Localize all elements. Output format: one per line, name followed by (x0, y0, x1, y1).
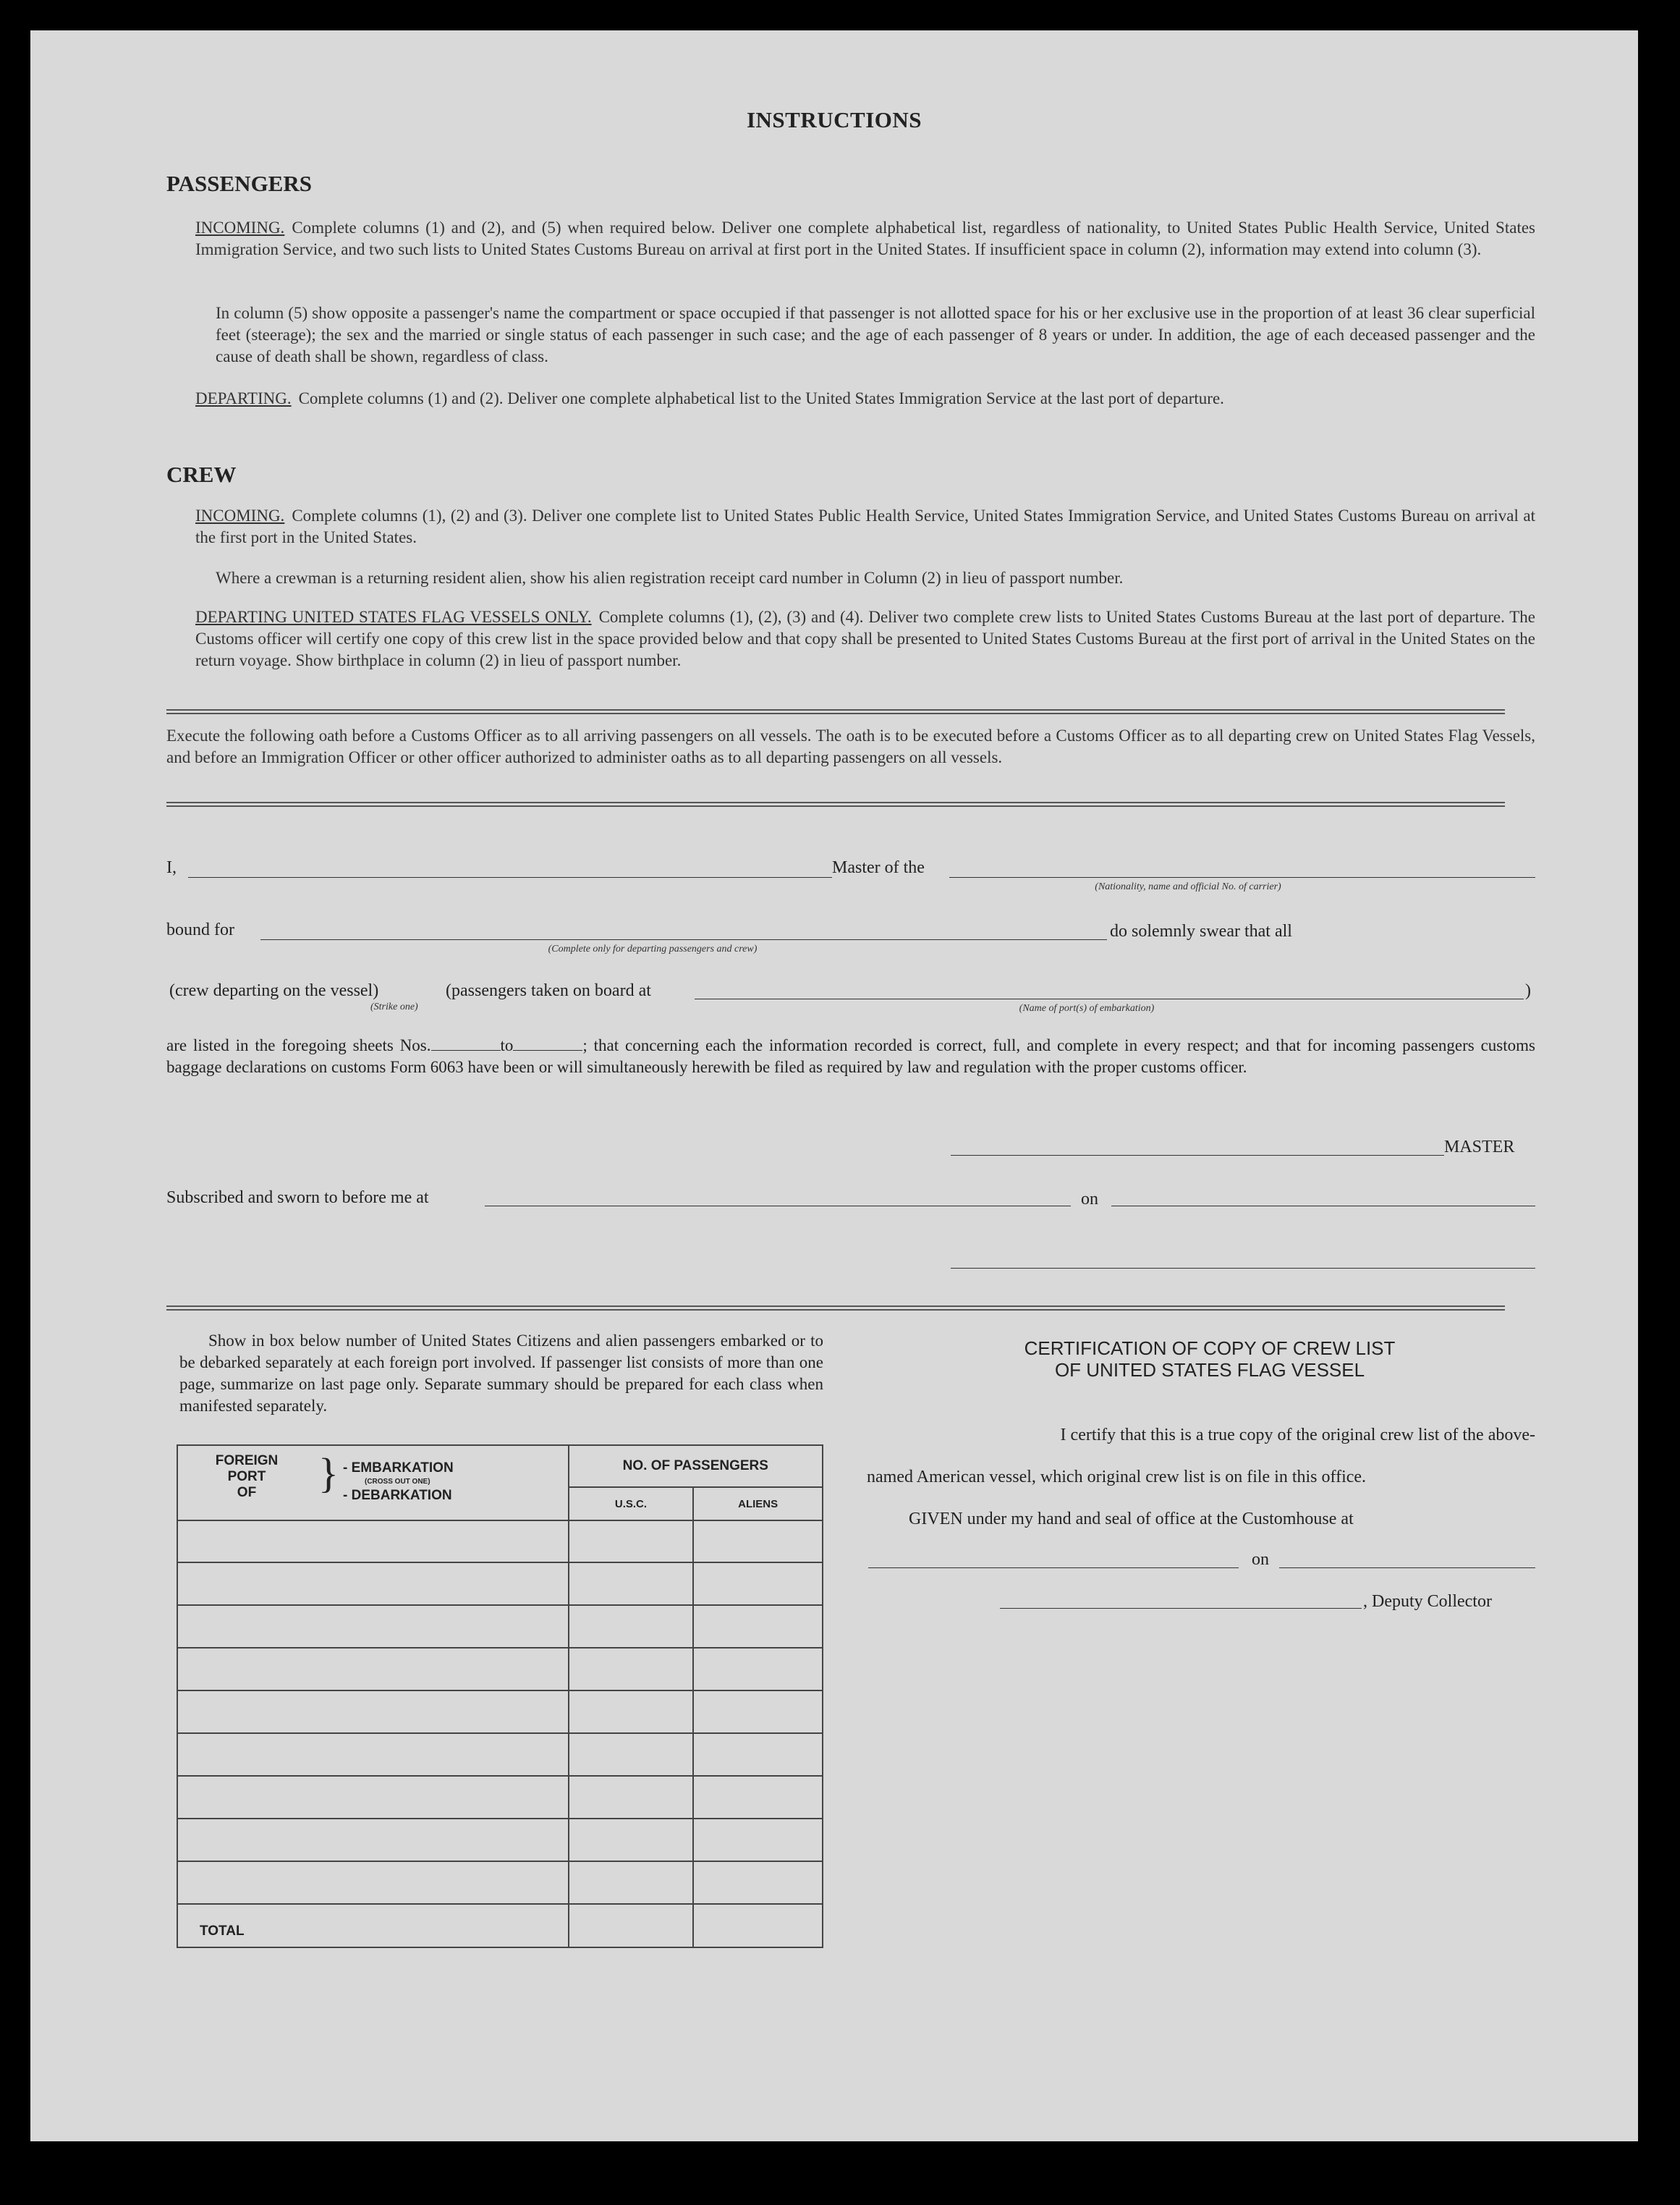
usc-cell[interactable] (569, 1562, 694, 1605)
port-header-cell (177, 1445, 569, 1520)
usc-cell[interactable] (569, 1605, 694, 1648)
carrier-field[interactable] (949, 877, 1535, 878)
usc-cell[interactable] (569, 1520, 694, 1562)
certification-title-line2: OF UNITED STATES FLAG VESSEL (1054, 1359, 1365, 1381)
master-of-label: Master of the (832, 858, 925, 877)
passengers-taken-option[interactable]: (passengers taken on board at (446, 981, 651, 1000)
crew-incoming-label: INCOMING. (195, 507, 285, 525)
embarkation-option[interactable]: - EMBARKATION (343, 1460, 454, 1476)
bound-for-label: bound for (166, 920, 234, 939)
sheet-from-field[interactable] (431, 1037, 501, 1051)
aliens-cell[interactable] (693, 1605, 823, 1648)
sheet-to-field[interactable] (513, 1037, 582, 1051)
deputy-collector-label: , Deputy Collector (1363, 1592, 1492, 1611)
usc-total-cell[interactable] (569, 1904, 694, 1947)
passengers-incoming-label: INCOMING. (195, 219, 285, 237)
aliens-cell[interactable] (693, 1690, 823, 1733)
cert-date-field[interactable] (1279, 1567, 1535, 1568)
subscribed-label: Subscribed and sworn to before me at (166, 1188, 429, 1207)
oath-instruction: Execute the following oath before a Customs Officer as to all arriving passengers on all vessels. The oath is to be executed before a Customs Officer as to all departing crew on United States Flag Vessels, and before an Immigration Officer or other officer authorized to administer oaths as to all departing passengers on all vessels. (166, 727, 1535, 766)
crew-resident: Where a crewman is a returning resident alien, show his alien registration receipt card number in Column (2) in lieu of passport number. (216, 569, 1124, 587)
sheets-prefix: are listed in the foregoing sheets Nos. (166, 1036, 431, 1054)
sheets-statement (166, 1035, 1535, 1078)
usc-cell[interactable] (569, 1819, 694, 1861)
sheets-text: ; that concerning each the information recorded is correct, full, and complete in every respect; and that for incoming passengers customs baggage declarations on customs Form 6063 have been or will simultaneously herewith be filed as required by law and regulation with the proper customs officer. (166, 1036, 1535, 1076)
customhouse-field[interactable] (868, 1567, 1239, 1568)
certify-line2: named American vessel, which original crew list is on file in this office. (867, 1468, 1367, 1486)
port-cell[interactable] (177, 1733, 569, 1776)
given-text: GIVEN under my hand and seal of office at the Customhouse at (909, 1510, 1354, 1528)
debarkation-option[interactable]: - DEBARKATION (343, 1488, 452, 1503)
aliens-cell[interactable] (693, 1861, 823, 1904)
bound-for-field[interactable] (260, 939, 1107, 940)
oath-i-label: I, (166, 858, 177, 877)
cert-on-label: on (1252, 1550, 1269, 1569)
crew-departing-option[interactable]: (crew departing on the vessel) (169, 981, 379, 1000)
passengers-incoming-text: Complete columns (1) and (2), and (5) when required below. Deliver one complete alphabetical list, regardless of nationality, to United States Public Health Service, United States Immigration Service, and two such lists to United States Customs Bureau on arrival at first port in the United States. If insufficient space in column (2), information may extend into column (3). (195, 219, 1535, 258)
crew-incoming (195, 505, 1535, 549)
passenger-summary-table (177, 1444, 823, 1948)
of-label: OF (237, 1485, 257, 1500)
passengers-departing-text: Complete columns (1) and (2). Deliver one complete alphabetical list to the United States Immigration Service at the last port of departure. (298, 389, 1224, 407)
usc-cell[interactable] (569, 1776, 694, 1819)
crew-departing (195, 606, 1535, 672)
summary-instruction: Show in box below number of United States Citizens and alien passengers embarked or to be debarked separately at each foreign port involved. If passenger list consists of more than one page, summarize on last page only. Separate summary should be prepared for each class when manifested separately. (179, 1332, 823, 1415)
certify-line1: I certify that this is a true copy of the original crew list of the above- (1060, 1426, 1535, 1444)
aliens-cell[interactable] (693, 1733, 823, 1776)
bound-caption: (Complete only for departing passengers and crew) (548, 944, 758, 955)
close-paren: ) (1525, 981, 1531, 1000)
ports-caption: (Name of port(s) of embarkation) (1019, 1003, 1155, 1014)
brace-icon: } (318, 1449, 339, 1497)
passengers-departing (195, 388, 1535, 410)
aliens-cell[interactable] (693, 1819, 823, 1861)
form-sheet (30, 30, 1638, 2141)
aliens-header: ALIENS (693, 1487, 823, 1520)
passengers-incoming (195, 217, 1535, 261)
officer-signature-field[interactable] (951, 1268, 1535, 1269)
master-signature-field[interactable] (951, 1155, 1444, 1156)
master-label: MASTER (1444, 1138, 1515, 1156)
usc-cell[interactable] (569, 1690, 694, 1733)
usc-cell[interactable] (569, 1733, 694, 1776)
usc-header: U.S.C. (569, 1487, 694, 1520)
passengers-departing-label: DEPARTING. (195, 389, 292, 407)
master-name-field[interactable] (188, 877, 832, 878)
cross-out-caption: (CROSS OUT ONE) (365, 1478, 430, 1486)
divider (166, 802, 1505, 807)
passengers-column5: In column (5) show opposite a passenger's name the compartment or space occupied if that passenger is not allotted space for his or her exclusive use in the proportion of at least 36 clear superficial feet (steerage); the sex and the married or single status of each passenger in such case; and the age of each passenger of 8 years or under. In addition, the age of each deceased passenger and the cause of death shall be shown, regardless of class. (216, 304, 1535, 365)
divider (166, 1305, 1505, 1311)
aliens-cell[interactable] (693, 1520, 823, 1562)
port-cell[interactable] (177, 1819, 569, 1861)
port-cell[interactable] (177, 1776, 569, 1819)
deputy-signature-field[interactable] (1000, 1608, 1362, 1609)
crew-departing-text: Complete columns (1), (2), (3) and (4). Deliver two complete crew lists to United States Customs Bureau at the last port of departure. The Customs officer will certify one copy of this crew list in the space provided below and that copy shall be presented to United States Customs Bureau at the first port of arrival in the United States on the return voyage. Show birthplace in column (2) in lieu of passport number. (195, 608, 1535, 669)
nationality-caption: (Nationality, name and official No. of carrier) (1095, 881, 1281, 892)
total-label: TOTAL (177, 1904, 569, 1947)
foreign-label: FOREIGN (215, 1453, 279, 1468)
sworn-on-label: on (1081, 1190, 1098, 1209)
usc-cell[interactable] (569, 1861, 694, 1904)
strike-caption: (Strike one) (370, 1002, 418, 1012)
port-cell[interactable] (177, 1605, 569, 1648)
divider (166, 709, 1505, 714)
certification-title-line1: CERTIFICATION OF COPY OF CREW LIST (1024, 1337, 1396, 1359)
crew-departing-label: DEPARTING UNITED STATES FLAG VESSELS ONLY. (195, 608, 592, 626)
aliens-cell[interactable] (693, 1562, 823, 1605)
port-cell[interactable] (177, 1861, 569, 1904)
port-cell[interactable] (177, 1562, 569, 1605)
port-label: PORT (227, 1469, 266, 1484)
port-cell[interactable] (177, 1648, 569, 1690)
certification-title (877, 1337, 1543, 1381)
crew-heading: CREW (166, 462, 237, 487)
crew-incoming-text: Complete columns (1), (2) and (3). Deliver one complete list to United States Public Health Service, United States Immigration Service, and United States Customs Bureau on arrival at the first port in the United States. (195, 507, 1535, 546)
port-cell[interactable] (177, 1690, 569, 1733)
to-label: to (500, 1036, 514, 1054)
port-cell[interactable] (177, 1520, 569, 1562)
swear-label: do solemnly swear that all (1110, 922, 1292, 941)
no-passengers-header: NO. OF PASSENGERS (569, 1445, 823, 1487)
aliens-cell[interactable] (693, 1648, 823, 1690)
page-title: INSTRUCTIONS (746, 107, 922, 132)
passengers-heading: PASSENGERS (166, 171, 312, 196)
aliens-cell[interactable] (693, 1776, 823, 1819)
aliens-total-cell[interactable] (693, 1904, 823, 1947)
usc-cell[interactable] (569, 1648, 694, 1690)
